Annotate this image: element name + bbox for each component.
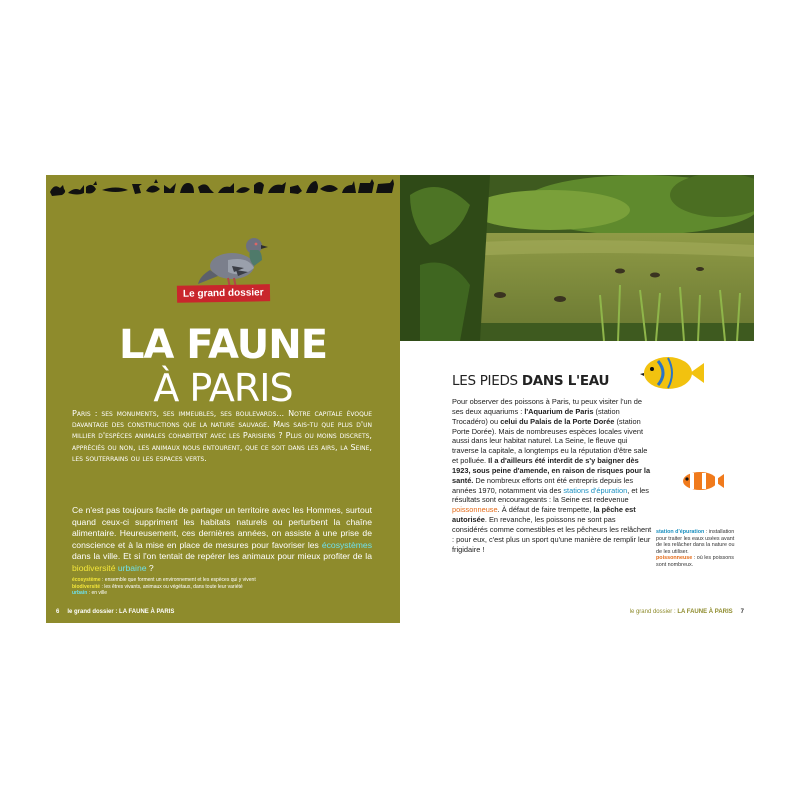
gloss-term: station d'épuration: [656, 529, 705, 535]
pigeon-illustration: [198, 230, 278, 292]
right-page: [400, 175, 754, 623]
biodiversite-term: biodiversité: [72, 562, 116, 573]
gloss-station-epuration: [656, 529, 736, 555]
body-text: (station Porte Dorée). Mais de nombreuses espèces locales vivent aussi dans leur habitat naturel. La Seine, le fleuve qui traverse la capitale, a longtemps eu la réputation d'être sale et polluée.: [452, 416, 648, 466]
gloss-definition: : ensemble que forment un environnement et les espèces qui y vivent: [100, 577, 256, 583]
left-glossary: [72, 577, 372, 597]
heading-light: LES PIEDS: [452, 373, 522, 389]
body-text: Pour observer des poissons à Paris, tu peux visiter l'un de ses deux aquariums :: [452, 397, 642, 416]
body-text: (station Trocadéro) ou: [452, 406, 620, 426]
left-page: [46, 175, 400, 623]
palais-porte-doree: celui du Palais de la Porte Dorée: [500, 416, 615, 426]
gloss-urbain: [72, 590, 372, 597]
right-body-paragraph: [452, 397, 652, 555]
gloss-definition: : installation pour traiter les eaux usées avant de les relâcher dans la nature ou de les utiliser.: [656, 529, 735, 555]
gloss-term: urbain: [72, 590, 88, 596]
page-number: 7: [740, 609, 744, 615]
title-line-1: LA FAUNE: [118, 322, 328, 368]
urbaine-term: urbaine: [117, 562, 147, 573]
heading-bold: DANS L'EAU: [521, 373, 610, 389]
ecosystemes-term: écosystèmes: [321, 539, 372, 550]
gloss-term: biodiversité: [72, 583, 101, 590]
baignade-interdite: Il a d'ailleurs été interdit de s'y baigner dès 1923, sous peine d'amende, en raison de risques pour la santé.: [452, 456, 651, 485]
body-text: ?: [146, 562, 154, 573]
body-text: , et les résultats sont encourageants : la Seine est redevenue: [452, 485, 649, 505]
intro-paragraph: Paris : ses monuments, ses immeubles, ses boulevards... Notre capitale évoque davantage des constructions que la nature sauvage. Mais sais-tu que plus d'un millier d'espèces animales cohabitent avec les Parisiens ? Plus ou moins discrets, appréciés ou non, les animaux nous entourent, que ce soit dans les airs, la Seine, les souterrains ou les espaces verts.: [72, 408, 372, 463]
gloss-definition: : où les poissons sont nombreux.: [656, 555, 734, 568]
right-page-footer: [630, 609, 744, 615]
body-text: . À défaut de faire trempette,: [497, 505, 594, 515]
butterflyfish-illustration: [638, 353, 708, 393]
running-head-prefix: le grand dossier :: [629, 609, 678, 615]
poissonneuse-term: poissonneuse: [452, 505, 498, 515]
body-text: Ce n'est pas toujours facile de partager un territoire avec les Hommes, surtout quand ceux-ci suppriment les habitats naturels ou perturbent la chaîne alimentaire. Heureusement, ces dernières années, on assiste à une prise de conscience et à la mise en place de mesures pour favoriser les: [72, 505, 372, 550]
running-head: LA FAUNE À PARIS: [677, 609, 733, 615]
clownfish-illustration: [678, 468, 726, 494]
pond-ducks-photo: [400, 175, 754, 341]
running-head: le grand dossier : LA FAUNE À PARIS: [67, 609, 175, 615]
magazine-spread: [46, 175, 754, 623]
title-line-2: À PARIS: [153, 366, 293, 410]
right-glossary: [656, 529, 736, 569]
stations-epuration-term: stations d'épuration: [563, 485, 628, 495]
gloss-definition: : les êtres vivants, animaux ou végétaux, dans toute leur variété: [100, 583, 243, 590]
gloss-poissonneuse: [656, 555, 736, 568]
gloss-definition: : en ville: [87, 590, 108, 596]
page-number: 6: [56, 609, 60, 615]
gloss-term: écosystème: [72, 577, 101, 583]
animal-silhouettes-strip: [46, 175, 400, 199]
left-body-paragraph: [72, 505, 372, 575]
section-heading: [452, 373, 609, 389]
peche-autorisee: la pêche est autorisée: [452, 505, 636, 525]
body-text: . En revanche, les poissons ne sont pas considérés comme comestibles et les pêcheurs les relâchent : pour eux, c'est plus un sport qu'une manière de remplir leur frigidaire !: [452, 515, 652, 554]
body-text: De nombreux efforts ont été entrepris depuis les années 1970, notamment via des: [452, 475, 634, 495]
left-page-footer: [56, 609, 174, 615]
gloss-term: poissonneuse: [656, 555, 693, 562]
body-text: dans la ville. Et si l'on tentait de repérer les animaux pour mieux profiter de la: [72, 551, 372, 562]
aquarium-de-paris: l'Aquarium de Paris: [524, 406, 594, 416]
dossier-tag: Le grand dossier: [177, 284, 270, 303]
